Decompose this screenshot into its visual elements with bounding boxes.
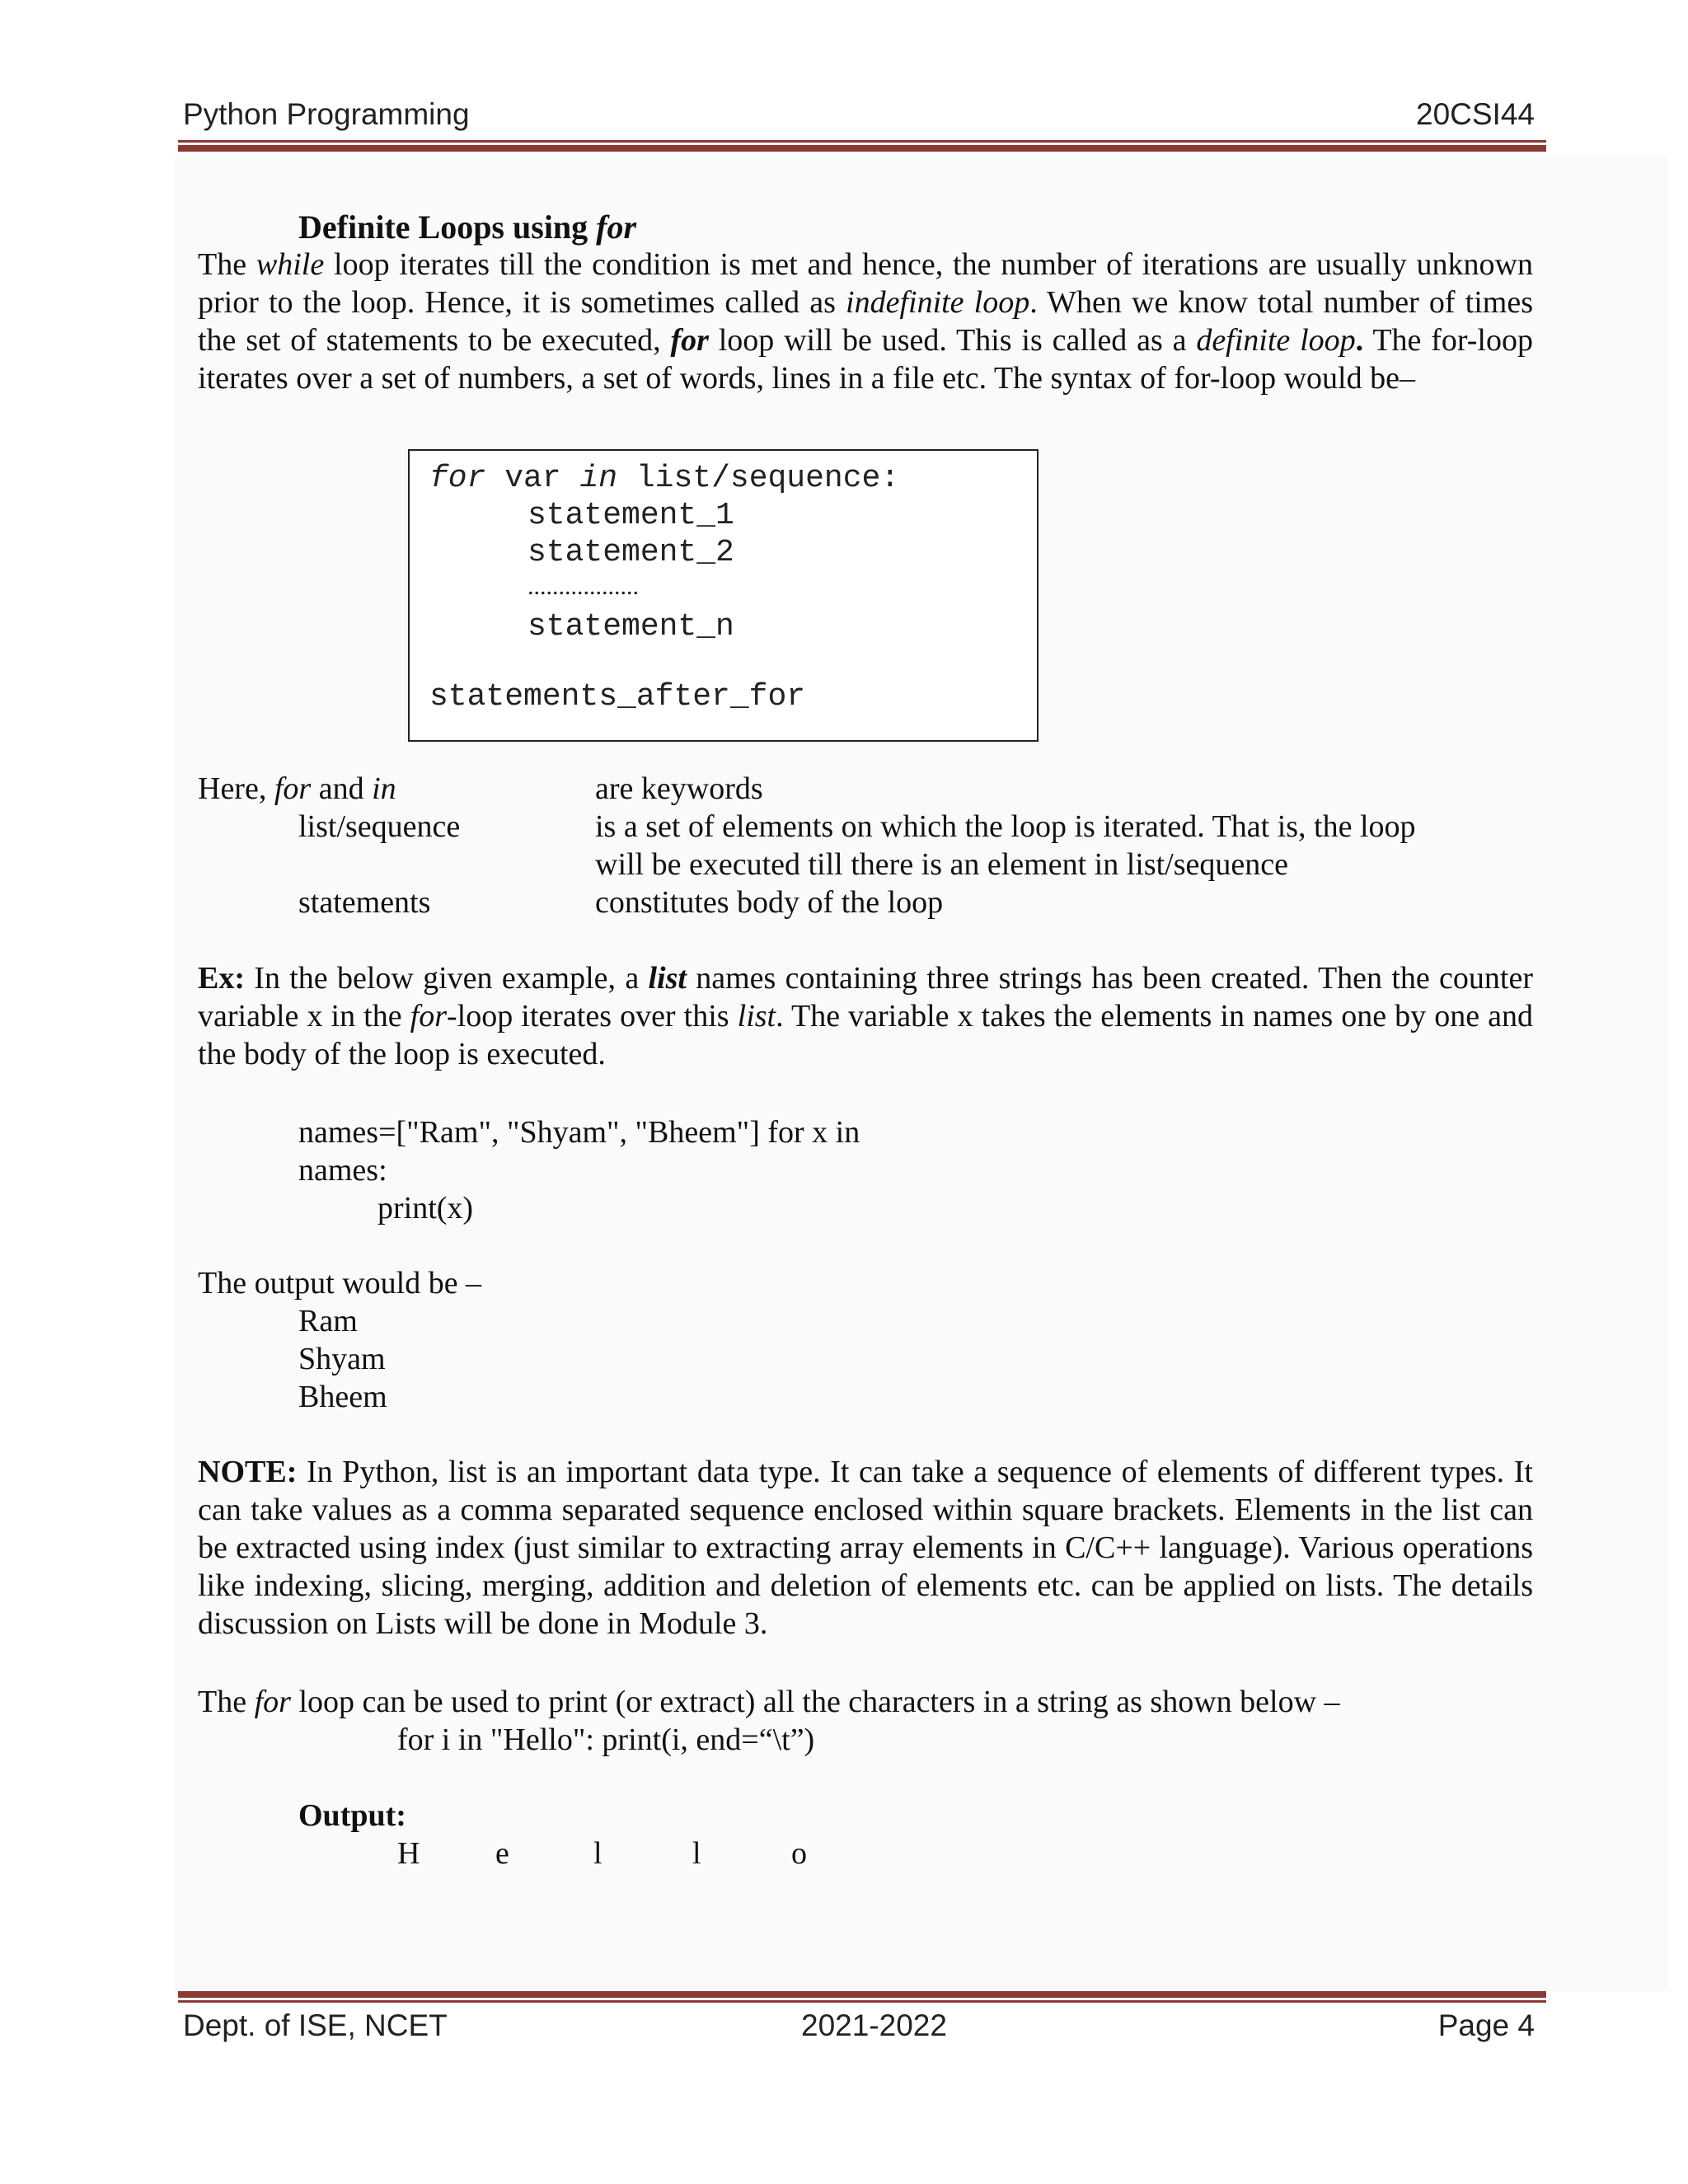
example-code-line-3: print(x) bbox=[377, 1191, 474, 1226]
output-item: Ram bbox=[298, 1304, 358, 1338]
output-char: o bbox=[791, 1836, 807, 1871]
header-rule-thick bbox=[178, 145, 1546, 152]
definition-list-desc-1: is a set of elements on which the loop is iterated. That is, the loop bbox=[595, 809, 1416, 844]
output-item: Shyam bbox=[298, 1342, 386, 1376]
string-loop-sentence: The for loop can be used to print (or extract) all the characters in a string as shown below – bbox=[198, 1685, 1340, 1719]
definition-list-desc-2: will be executed till there is an element in list/sequence bbox=[595, 847, 1288, 882]
definition-keywords-term: Here, for and in bbox=[198, 771, 396, 806]
output-char: l bbox=[593, 1836, 603, 1871]
page-footer bbox=[183, 2008, 1535, 2050]
department: Dept. of ISE, NCET bbox=[183, 2008, 448, 2042]
output-label: The output would be – bbox=[198, 1266, 482, 1301]
output-char: H bbox=[397, 1836, 420, 1871]
output-item: Bheem bbox=[298, 1380, 387, 1414]
string-loop-code: for i in "Hello": print(i, end=“\t”) bbox=[397, 1722, 815, 1757]
title-for-keyword: for bbox=[596, 209, 637, 246]
definition-statements-desc: constitutes body of the loop bbox=[595, 885, 944, 920]
academic-year: 2021-2022 bbox=[801, 2008, 947, 2042]
page-header bbox=[183, 97, 1535, 138]
definition-statements-term: statements bbox=[298, 885, 431, 920]
header-rule-thin bbox=[178, 140, 1546, 143]
syntax-ellipsis: .................. bbox=[528, 573, 639, 600]
for-syntax-box bbox=[408, 449, 1039, 742]
output-char: l bbox=[692, 1836, 701, 1871]
page-number: Page 4 bbox=[1437, 2008, 1535, 2042]
syntax-line-4: statement_n bbox=[528, 609, 734, 644]
example-paragraph: Ex: In the below given example, a list names containing three strings has been created. Then the counter variable x in the for-loop iterates over this list. The variable x takes the elements in names one by one and the body of the loop is executed. bbox=[198, 961, 1533, 1071]
example-code-line-1: names=["Ram", "Shyam", "Bheem"] for x in bbox=[298, 1115, 860, 1150]
intro-paragraph: The while loop iterates till the condition is met and hence, the number of iterations are usually unknown prior to the loop. Hence, it is sometimes called as indefinite loop. When we know total number of times the set of statements to be executed, for loop will be used. This is called as a definite loop. The for-loop iterates over a set of numbers, a set of words, lines in a file etc. The syntax of for-loop would be– bbox=[198, 247, 1534, 396]
syntax-line-1: for var in list/sequence: bbox=[429, 461, 900, 496]
course-title: Python Programming bbox=[183, 97, 470, 131]
footer-rule-thin bbox=[178, 2000, 1546, 2003]
footer-rule-thick bbox=[178, 1991, 1546, 1998]
output-char: e bbox=[495, 1836, 509, 1871]
note-paragraph: NOTE: In Python, list is an important data type. It can take a sequence of elements of different types. It can take values as a comma separated sequence enclosed within square brackets. Elements in the list can be extracted using index (just similar to extracting array elements in C/C++ language). Various operations like indexing, slicing, merging, addition and deletion of elements etc. can be applied on lists. The details discussion on Lists will be done in Module 3. bbox=[198, 1455, 1533, 1641]
course-code: 20CSI44 bbox=[1416, 97, 1535, 131]
syntax-line-2: statement_1 bbox=[528, 498, 734, 533]
syntax-line-3: statement_2 bbox=[528, 535, 734, 570]
example-code-line-2: names: bbox=[298, 1153, 387, 1188]
section-title: Definite Loops using for bbox=[298, 209, 637, 246]
output2-label: Output: bbox=[298, 1798, 406, 1833]
syntax-line-5: statements_after_for bbox=[429, 679, 806, 715]
definition-keywords-desc: are keywords bbox=[595, 771, 763, 806]
definition-list-term: list/sequence bbox=[298, 809, 461, 844]
